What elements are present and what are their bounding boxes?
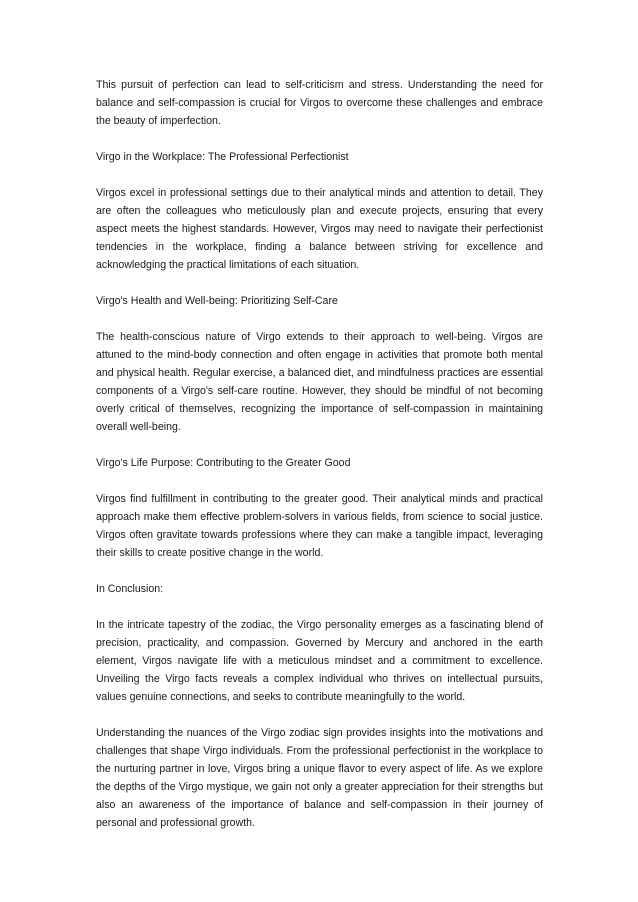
heading-health: Virgo's Health and Well-being: Prioritizing Self-Care	[96, 295, 338, 307]
paragraph-workplace: Virgos excel in professional settings due to their analytical minds and attention to detail. They are often the colleagues who meticulously plan and execute projects, ensuring that every aspect meets the highest standards. However, Virgos may need to navigate their perfectionist tendencies in the workplace, finding a balance between striving for excellence and acknowledging the practical limitations of each situation.	[96, 187, 543, 271]
heading-workplace: Virgo in the Workplace: The Professional Perfectionist	[96, 151, 349, 163]
paragraph-conclusion: In the intricate tapestry of the zodiac, the Virgo personality emerges as a fascinating blend of precision, practicality, and compassion. Governed by Mercury and anchored in the earth element, Virgos navigate life with a meticulous mindset and a commitment to excellence. Unveiling the Virgo facts reveals a complex individual who thrives on intellectual pursuits, values genuine connections, and seeks to contribute meaningfully to the world.	[96, 619, 543, 703]
paragraph-life-purpose: Virgos find fulfillment in contributing to the greater good. Their analytical minds and practical approach make them effective problem-solvers in various fields, from science to social justice. Virgos often gravitate towards professions where they can make a tangible impact, leveraging their skills to create positive change in the world.	[96, 493, 543, 559]
paragraph-health: The health-conscious nature of Virgo extends to their approach to well-being. Virgos are attuned to the mind-body connection and often engage in activities that promote both mental and physical health. Regular exercise, a balanced diet, and mindfulness practices are essential components of a Virgo's self-care routine. However, they should be mindful of not becoming overly critical of themselves, recognizing the importance of self-compassion in maintaining overall well-being.	[96, 331, 543, 433]
heading-life-purpose: Virgo's Life Purpose: Contributing to the Greater Good	[96, 457, 351, 469]
heading-conclusion: In Conclusion:	[96, 583, 164, 595]
paragraph-final: Understanding the nuances of the Virgo zodiac sign provides insights into the motivations and challenges that shape Virgo individuals. From the professional perfectionist in the workplace to the nurturing partner in love, Virgos bring a unique flavor to every aspect of life. As we explore the depths of the Virgo mystique, we gain not only a greater appreciation for their strengths but also an awareness of the importance of balance and self-compassion in their journey of personal and professional growth.	[96, 727, 543, 829]
paragraph-perfection-intro: This pursuit of perfection can lead to self-criticism and stress. Understanding the need for balance and self-compassion is crucial for Virgos to overcome these challenges and embrace the beauty of imperfection.	[96, 79, 543, 127]
